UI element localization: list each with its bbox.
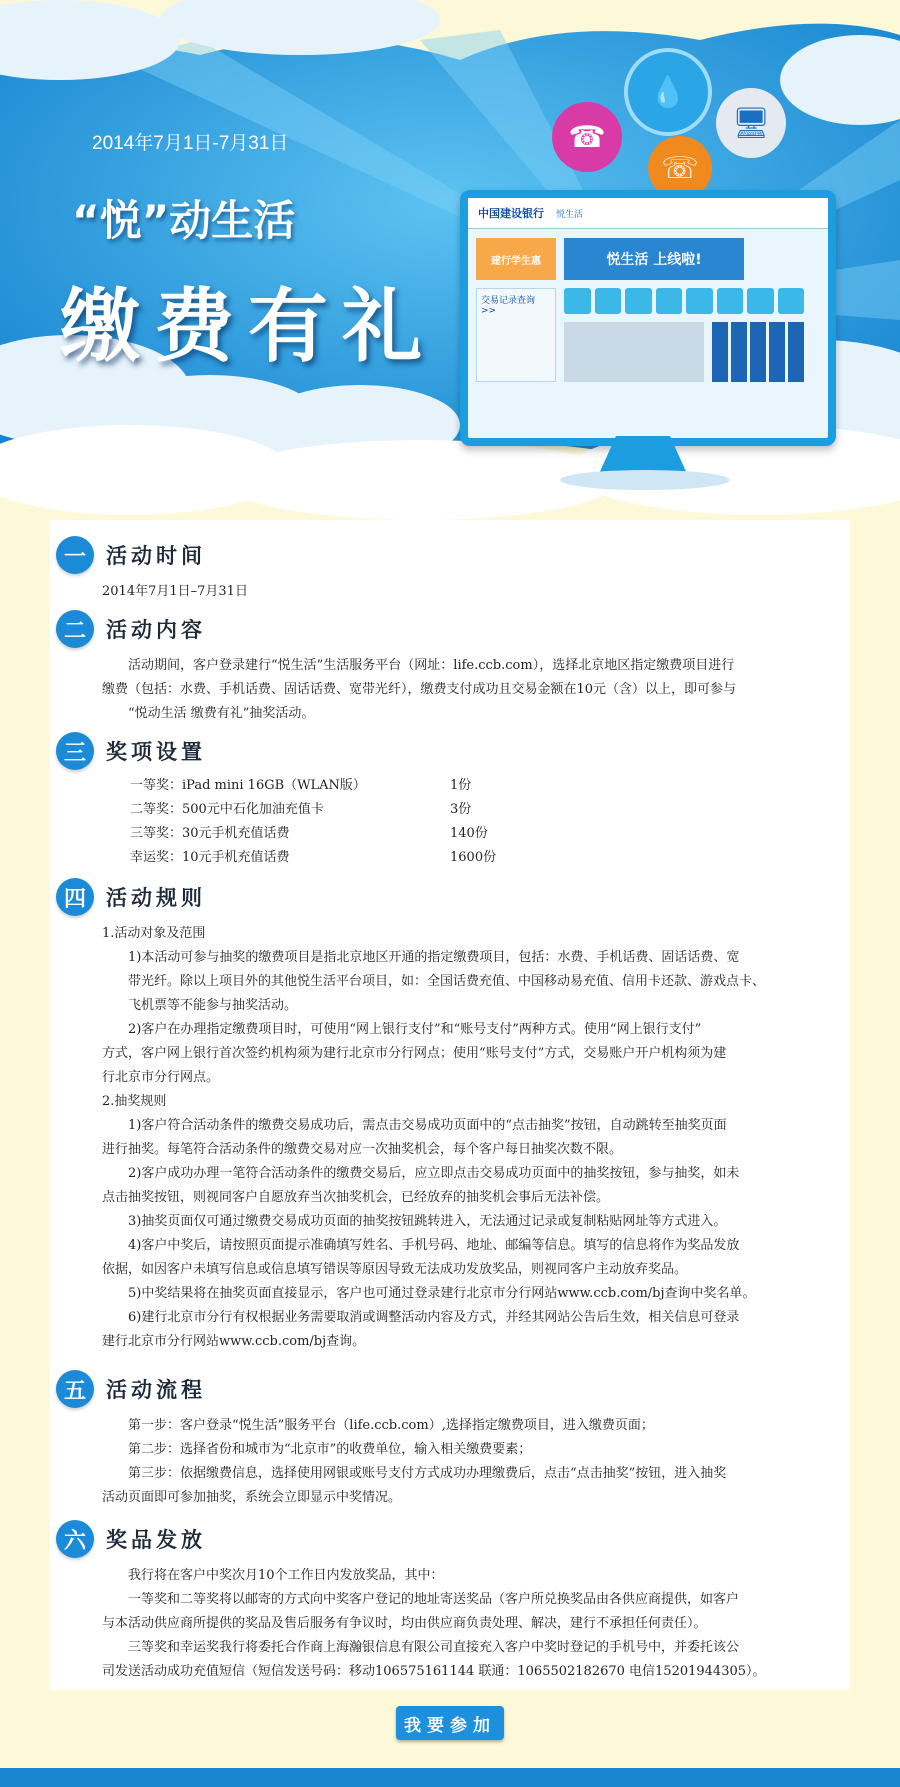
launch-banner: 悦生活 上线啦! (564, 238, 744, 280)
monitor-base (560, 470, 730, 490)
rules-subheading: 1.活动对象及范围 (102, 926, 206, 941)
transaction-query-panel: 交易记录查询 >> (476, 288, 556, 382)
life-platform-label: 悦生活 (556, 209, 584, 220)
section-title: 活动规则 (106, 886, 206, 910)
section-time-header (56, 536, 206, 574)
section-title: 奖品发放 (106, 1528, 206, 1552)
rule-line: 方式，客户网上银行首次签约机构须为建行北京市分行网点；使用“账号支付”方式，交易账户开户机构须为建 (102, 1046, 727, 1061)
mobile-phone-icon: ☎ (552, 102, 622, 172)
category-tiles (712, 322, 804, 382)
process-step: 第三步：依据缴费信息，选择使用网银或账号支付方式成功办理缴费后，点击“点击抽奖”按钮，进入抽奖 (128, 1466, 727, 1481)
content-line: 活动期间，客户登录建行“悦生活”生活服务平台（网址：life.ccb.com），选择北京地区指定缴费项目进行 (128, 658, 735, 673)
section-content-header (56, 610, 206, 648)
process-step: 活动页面即可参加抽奖，系统会立即显示中奖情况。 (102, 1490, 402, 1505)
prize-name: 幸运奖：10元手机充值话费 (130, 850, 290, 865)
section-process-header (56, 1370, 206, 1408)
rule-line: 1)客户符合活动条件的缴费交易成功后，需点击交易成功页面中的“点击抽奖”按钮，自动跳转至抽奖页面 (128, 1118, 727, 1133)
section-badge: 六 (56, 1520, 94, 1558)
join-button[interactable]: 我要参加 (396, 1706, 504, 1740)
banner-date: 2014年7月1日-7月31日 (92, 133, 289, 154)
prize-name: 一等奖：iPad mini 16GB（WLAN版） (130, 778, 366, 793)
telephone-icon: ☏ (648, 136, 712, 200)
rule-line: 2)客户成功办理一笔符合活动条件的缴费交易后，应立即点击交易成功页面中的抽奖按钮，参与抽奖，如未 (128, 1166, 740, 1181)
prize-count: 3份 (450, 802, 472, 817)
section-badge: 一 (56, 536, 94, 574)
prize-name: 三等奖：30元手机充值话费 (130, 826, 290, 841)
rule-line: 2)客户在办理指定缴费项目时，可使用“网上银行支付”和“账号支付”两种方式。使用“网上银行支付” (128, 1022, 702, 1037)
delivery-line: 三等奖和幸运奖我行将委托合作商上海瀚银信息有限公司直接充入客户中奖时登记的手机号中，并委托该公 (128, 1640, 740, 1655)
delivery-line: 我行将在客户中奖次月10个工作日内发放奖品，其中： (128, 1568, 444, 1583)
prize-row (130, 846, 496, 870)
service-icon-row (564, 288, 804, 314)
section-title: 奖项设置 (106, 740, 206, 764)
section-badge: 二 (56, 610, 94, 648)
process-step: 第一步：客户登录“悦生活”服务平台（life.ccb.com）,选择指定缴费项目，进入缴费页面； (128, 1418, 654, 1433)
rule-line: 4)客户中奖后，请按照页面提示准确填写姓名、手机号码、地址、邮编等信息。填写的信息将作为奖品发放 (128, 1238, 740, 1253)
content-card (50, 520, 850, 1690)
prize-count: 140份 (450, 826, 488, 841)
section-title: 活动内容 (106, 618, 206, 642)
hero-banner (0, 0, 900, 560)
banner-headline: 缴费有礼 (60, 280, 436, 373)
computer-network-icon: 🖥 (716, 88, 786, 158)
rule-line: 依据，如因客户未填写信息或信息填写错误等原因导致无法成功发放奖品，则视同客户主动放弃奖品。 (102, 1262, 688, 1277)
ccb-logo-text: 中国建设银行 (478, 207, 544, 220)
prize-name: 二等奖：500元中石化加油充值卡 (130, 802, 324, 817)
content-line: 缴费（包括：水费、手机话费、固话话费、宽带光纤），缴费支付成功且交易金额在10元（含）以上，即可参与 (102, 682, 737, 697)
water-drop-icon: 💧 (624, 48, 712, 136)
bottom-bar (0, 1768, 900, 1787)
section-badge: 五 (56, 1370, 94, 1408)
rule-line: 进行抽奖。每笔符合活动条件的缴费交易对应一次抽奖机会，每个客户每日抽奖次数不限。 (102, 1142, 623, 1157)
delivery-line: 一等奖和二等奖将以邮寄的方式向中奖客户登记的地址寄送奖品（客户所兑换奖品由各供应商提供，如客户 (128, 1592, 740, 1607)
rule-line: 带光纤。除以上项目外的其他悦生活平台项目，如：全国话费充值、中国移动易充值、信用卡还款、游戏点卡、 (128, 974, 766, 989)
section-delivery-header (56, 1520, 206, 1558)
banner-slogan: “悦”动生活 (72, 196, 296, 245)
rule-line: 行北京市分行网点。 (102, 1070, 220, 1085)
rule-line: 建行北京市分行网站www.ccb.com/bj查询。 (102, 1334, 366, 1349)
section-badge: 四 (56, 878, 94, 916)
section-title: 活动流程 (106, 1378, 206, 1402)
monitor-screenshot (460, 190, 836, 446)
rule-line: 3)抽奖页面仅可通过缴费交易成功页面的抽奖按钮跳转进入，无法通过记录或复制粘贴网址等方式进入。 (128, 1214, 727, 1229)
rule-line: 1)本活动可参与抽奖的缴费项目是指北京地区开通的指定缴费项目，包括：水费、手机话费、固话话费、宽 (128, 950, 740, 965)
family-photo (564, 322, 704, 382)
rule-line: 5)中奖结果将在抽奖页面直接显示，客户也可通过登录建行北京市分行网站www.ccb.com/bj查询中奖名单。 (128, 1286, 756, 1301)
activity-time-text: 2014年7月1日–7月31日 (102, 584, 248, 599)
content-line: “悦动生活 缴费有礼”抽奖活动。 (128, 706, 315, 721)
section-prizes-header (56, 732, 206, 770)
process-step: 第二步：选择省份和城市为“北京市”的收费单位，输入相关缴费要素； (128, 1442, 532, 1457)
student-promo-tile: 建行学生惠 (476, 238, 556, 280)
prize-row (130, 822, 488, 846)
section-title: 活动时间 (106, 544, 206, 568)
section-rules-header (56, 878, 206, 916)
delivery-line: 与本活动供应商所提供的奖品及售后服务有争议时，均由供应商负责处理、解决，建行不承担任何责任）。 (102, 1616, 707, 1631)
rule-line: 飞机票等不能参与抽奖活动。 (128, 998, 298, 1013)
rule-line: 6)建行北京市分行有权根据业务需要取消或调整活动内容及方式，并经其网站公告后生效，相关信息可登录 (128, 1310, 740, 1325)
rules-subheading: 2.抽奖规则 (102, 1094, 167, 1109)
delivery-line: 司发送活动成功充值短信（短信发送号码：移动106575161144 联通：1065502182670 电信15201944305）。 (102, 1664, 766, 1679)
rule-line: 点击抽奖按钮，则视同客户自愿放弃当次抽奖机会，已经放弃的抽奖机会事后无法补偿。 (102, 1190, 610, 1205)
prize-row (130, 798, 471, 822)
section-badge: 三 (56, 732, 94, 770)
prize-count: 1份 (450, 778, 472, 793)
prize-row (130, 774, 471, 798)
prize-count: 1600份 (450, 850, 497, 865)
